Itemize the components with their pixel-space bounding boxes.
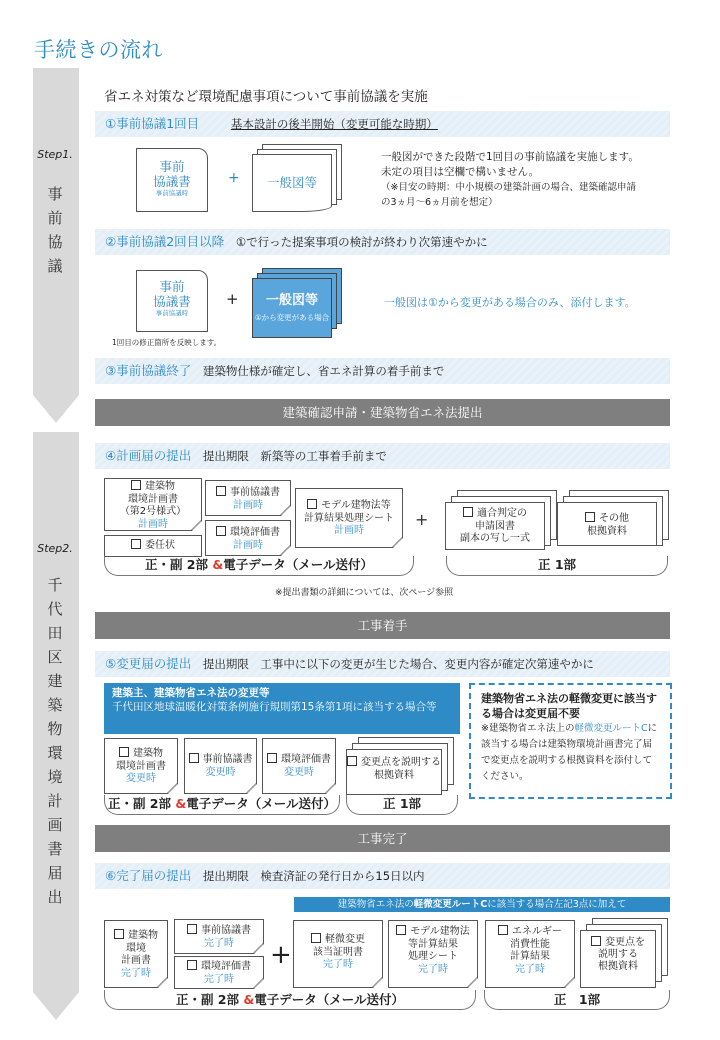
env-eval-doc-s6: 環境評価書 完了時 — [174, 956, 264, 989]
s6-brace-left: 正・副 2部 &電子データ（メール送付） — [104, 990, 476, 1010]
pre-consult-doc-s4: 事前協議書 計画時 — [205, 480, 291, 516]
s1-header — [95, 111, 670, 137]
checkbox-icon — [311, 933, 321, 943]
checkbox-icon — [591, 936, 601, 946]
s1-lead: ①事前協議1回目 — [105, 116, 200, 131]
page-title: 手続きの流れ — [34, 38, 163, 62]
proxy-doc: 委任状 — [104, 535, 202, 557]
checkbox-icon — [585, 512, 595, 522]
s4-note: ※提出書類の詳細については、次ページ参照 — [275, 588, 454, 598]
s6-blue-banner: 建築物省エネ法の軽微変更ルートCに該当する場合左記3点に加えて — [294, 897, 670, 912]
s6-header — [95, 863, 670, 889]
step2-label: Step2. — [37, 542, 73, 555]
checkbox-icon — [498, 925, 508, 935]
env-eval-doc-s4: 環境評価書 計画時 — [205, 520, 291, 556]
step1-arrow-icon — [33, 395, 79, 423]
pre-consult-doc-s5: 事前協議書 変更時 — [184, 738, 257, 794]
env-plan-doc: 建築物 環境計画書 （第2号様式） 計画時 — [104, 478, 202, 531]
checkbox-icon — [463, 507, 473, 517]
pre-consult-doc-2: 事前 協議書 事前協議時 — [136, 270, 208, 332]
plus-icon: + — [415, 510, 429, 529]
general-drawings-stack-1: 一般図等 — [252, 144, 342, 214]
s1-desc: 基本設計の後半開始（変更可能な時期） — [230, 117, 438, 131]
checkbox-icon — [307, 499, 317, 509]
step1-vertical-title: 事 前 協 議 — [47, 185, 63, 275]
plus-icon: + — [226, 290, 239, 308]
step2-arrow-icon — [33, 992, 79, 1020]
s4-brace-right: 正 1部 — [446, 556, 668, 576]
building-confirmation-bar: 建築確認申請・建築物省エネ法提出 — [95, 399, 670, 426]
env-eval-doc-s5: 環境評価書 変更時 — [262, 738, 336, 794]
construction-complete-bar: 工事完了 — [95, 825, 670, 852]
checkbox-icon — [131, 539, 141, 549]
s2-desc: ①で行った提案事項の検討が終わり次第速やかに — [235, 235, 488, 249]
pre-consult-doc-s6: 事前協議書 完了時 — [174, 919, 264, 954]
minor-change-cert-doc: 軽微変更 該当証明書 完了時 — [293, 920, 383, 988]
s4-brace-left: 正・副 2部 &電子データ（メール送付） — [104, 556, 414, 576]
minor-change-note-box: 建築物省エネ法の軽微変更に該当する場合は変更届不要 ※建築物省エネ法上の軽微変更ルートCに該当する場合は建築物環境計画書完了届で変更点を説明する根拠資料を添付してください。 — [469, 683, 672, 799]
s4-header — [95, 443, 670, 469]
change-docs-stack-s5: 変更点を説明する 根拠資料 — [346, 737, 456, 797]
s5-header — [95, 651, 670, 677]
minor-change-route-c-link: 軽微変更ルートC — [574, 723, 648, 734]
step2-vertical-title: 千 代 田 区 建 築 物 環 境 計 画 書 届 出 — [47, 576, 63, 906]
checkbox-icon — [347, 756, 357, 766]
s6-desc: 提出期限 検査済証の発行日から15日以内 — [202, 869, 425, 883]
checkbox-icon — [114, 929, 124, 939]
change-docs-stack-s6: 変更点を 説明する 根拠資料 — [580, 918, 670, 990]
s5-brace-left: 正・副 2部 &電子データ（メール送付） — [104, 795, 340, 815]
general-drawings-stack-2: 一般図等 ①から変更がある場合 — [252, 268, 342, 340]
s5-blue-box: 建築主、建築物省エネ法の変更等 千代田区地球温暖化対策条例施行規則第15条第1項に該当する場合等 — [104, 683, 460, 734]
s1-explanation: 一般図ができた段階で1回目の事前協議を実施します。 未定の項目は空欄で構いません。 （※目安の時期：中小規模の建築計画の場合、建築確認申請 の3ヵ月～6ヵ月前を想定） — [381, 151, 639, 208]
s3-lead: ③事前協議終了 — [105, 363, 192, 378]
s4-desc: 提出期限 新築等の工事着手前まで — [202, 449, 387, 463]
checkbox-icon — [187, 924, 197, 934]
construction-start-bar: 工事着手 — [95, 612, 670, 639]
pre-consult-doc-1: 事前 協議書 事前協議時 — [136, 148, 208, 212]
s5-lead: ⑤変更届の提出 — [105, 656, 192, 671]
env-plan-doc-s6: 建築物 環境 計画書 完了時 — [104, 920, 168, 988]
s2-header — [95, 229, 670, 255]
plus-icon: + — [228, 170, 240, 186]
model-calc-doc-s4: モデル建物法等 計算結果処理シート 計画時 — [295, 488, 403, 548]
model-calc-doc-s6: モデル建物法 等計算結果 処理シート 完了時 — [388, 920, 478, 988]
checkbox-icon — [189, 753, 199, 763]
env-plan-doc-s5: 建築物 環境計画書 変更時 — [104, 738, 178, 794]
s3-desc: 建築物仕様が確定し、省エネ計算の着手前まで — [202, 364, 445, 378]
checkbox-icon — [119, 747, 129, 757]
conform-docs-stack: 適合判定の 申請図書 副本の写し一式 — [445, 490, 560, 550]
checkbox-icon — [396, 925, 406, 935]
s3-header — [95, 358, 670, 384]
energy-calc-doc-s6: エネルギー 消費性能 計算結果 完了時 — [485, 920, 575, 988]
s5-desc: 提出期限 工事中に以下の変更が生じた場合、変更内容が確定次第速やかに — [202, 657, 594, 671]
checkbox-icon — [267, 753, 277, 763]
other-docs-stack: その他 根拠資料 — [557, 490, 672, 550]
s6-brace-right: 正 1部 — [484, 990, 670, 1010]
checkbox-icon — [131, 480, 141, 490]
s4-lead: ④計画届の提出 — [105, 448, 192, 463]
step1-label: Step1. — [37, 148, 73, 161]
checkbox-icon — [216, 526, 226, 536]
reflect-note: 1回目の修正箇所を反映します。 — [112, 338, 222, 347]
step1-intro: 省エネ対策など環境配慮事項について事前協議を実施 — [104, 89, 428, 105]
s6-lead: ⑥完了届の提出 — [105, 868, 192, 883]
checkbox-icon — [216, 486, 226, 496]
s2-lead: ②事前協議2回目以降 — [105, 234, 225, 249]
s2-explanation: 一般図は①から変更がある場合のみ、添付します。 — [384, 296, 636, 309]
checkbox-icon — [187, 960, 197, 970]
s5-brace-right: 正 1部 — [346, 795, 458, 815]
plus-icon: + — [270, 940, 292, 970]
